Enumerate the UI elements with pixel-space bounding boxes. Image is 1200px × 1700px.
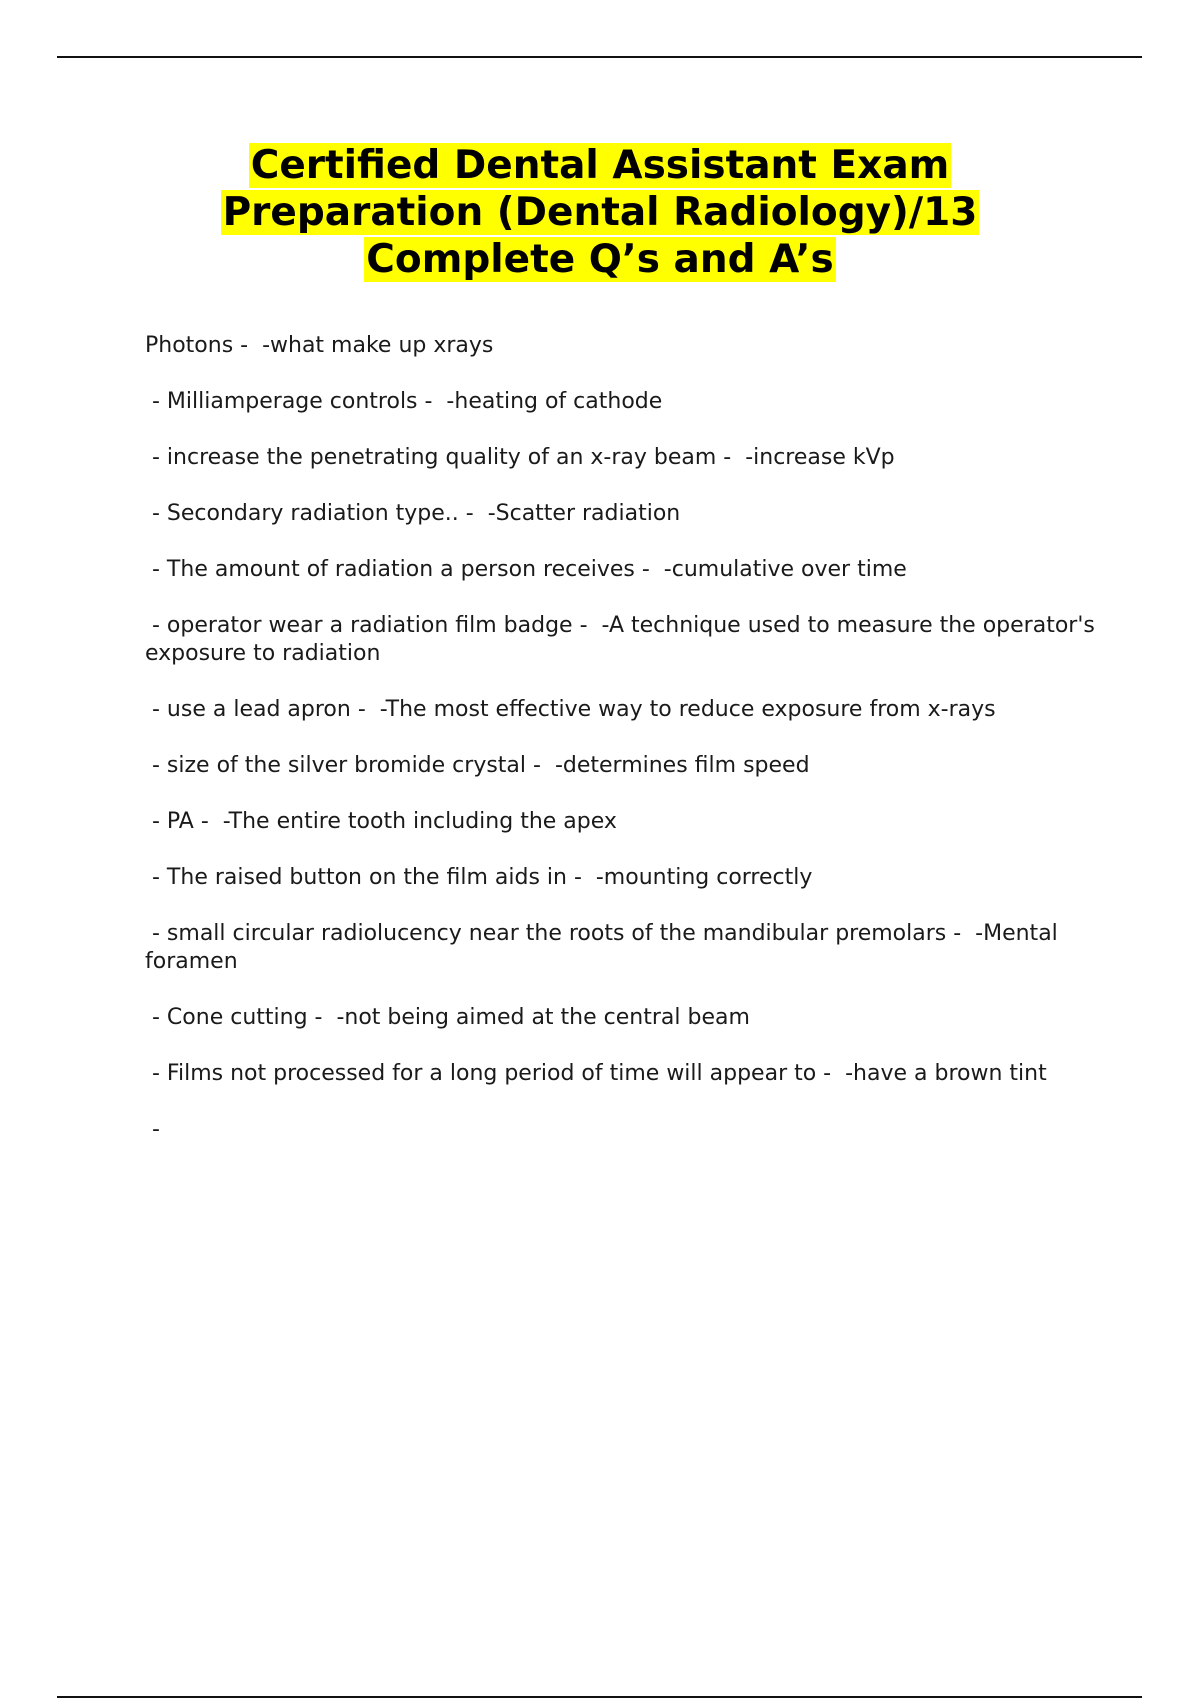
qa-item: - The raised button on the film aids in - -mounting correctly [145, 865, 813, 890]
title-line: Certified Dental Assistant Exam [250, 143, 950, 188]
qa-item: - operator wear a radiation film badge - -A technique used to measure the operator's exposure to radiation [145, 613, 1102, 666]
document-title [100, 142, 1100, 283]
qa-item: - The amount of radiation a person receives - -cumulative over time [145, 557, 907, 582]
title-line: Complete Q’s and A’s [366, 237, 834, 282]
qa-list [145, 332, 1102, 1172]
qa-item: - Cone cutting - -not being aimed at the central beam [145, 1005, 750, 1030]
top-rule [57, 56, 1142, 58]
qa-item: - size of the silver bromide crystal - -determines film speed [145, 753, 810, 778]
qa-item: - small circular radiolucency near the roots of the mandibular premolars - -Mental foramen [145, 921, 1065, 974]
title-line: Preparation (Dental Radiology)/13 [222, 190, 978, 235]
bottom-rule [57, 1696, 1142, 1698]
qa-item: Photons - -what make up xrays [145, 333, 494, 358]
qa-item: - [145, 1117, 160, 1142]
qa-item: - increase the penetrating quality of an x-ray beam - -increase kVp [145, 445, 895, 470]
qa-item: - Secondary radiation type.. - -Scatter radiation [145, 501, 681, 526]
qa-item: - use a lead apron - -The most effective way to reduce exposure from x-rays [145, 697, 996, 722]
qa-item: - Milliamperage controls - -heating of cathode [145, 389, 663, 414]
qa-item: - Films not processed for a long period of time will appear to - -have a brown tint [145, 1061, 1047, 1086]
qa-item: - PA - -The entire tooth including the apex [145, 809, 617, 834]
